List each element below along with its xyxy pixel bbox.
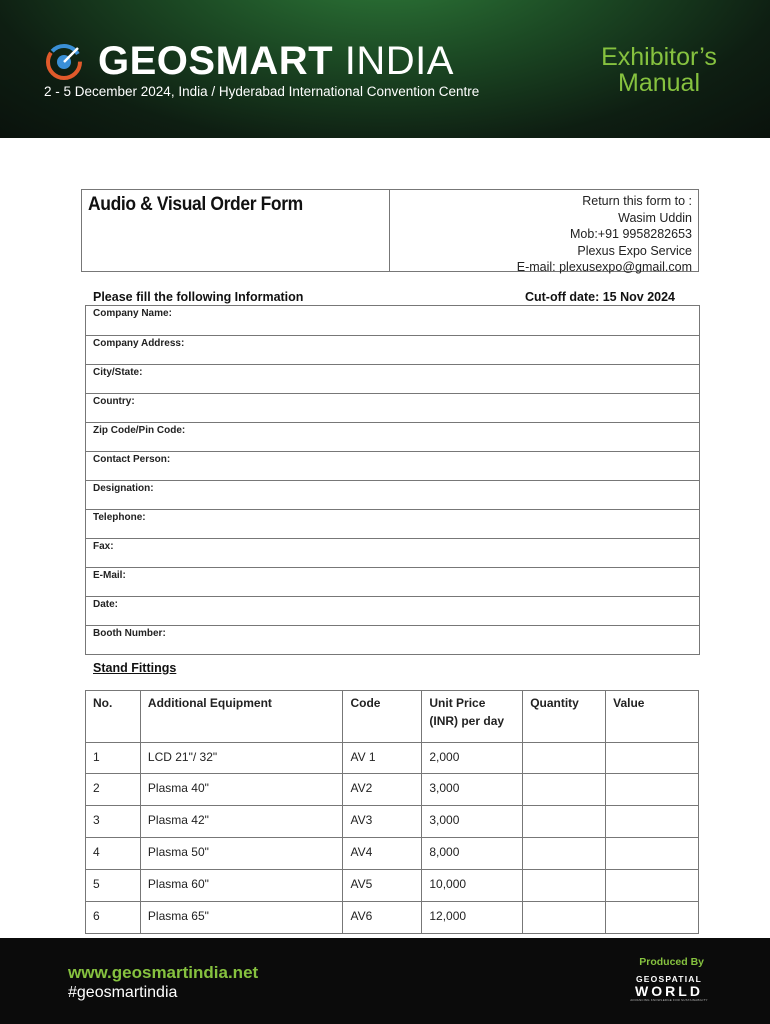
fill-info-heading: Please fill the following Information	[93, 290, 304, 304]
field-company-address[interactable]: Company Address:	[86, 335, 699, 364]
field-country[interactable]: Country:	[86, 393, 699, 422]
geospatial-world-logo	[630, 974, 708, 1002]
row-value[interactable]	[606, 870, 699, 902]
form-title-cell	[82, 190, 390, 271]
brand-name	[98, 38, 454, 84]
row-no: 1	[86, 743, 141, 774]
row-code: AV2	[343, 774, 422, 806]
stand-fittings-heading: Stand Fittings	[93, 661, 177, 675]
return-line: Return this form to :	[582, 194, 692, 208]
return-line: E-mail: plexusexpo@gmail.com	[516, 260, 692, 274]
row-code: AV5	[343, 870, 422, 902]
field-telephone[interactable]: Telephone:	[86, 509, 699, 538]
form-title: Audio & Visual Order Form	[88, 194, 303, 215]
col-equipment: Additional Equipment	[140, 691, 343, 743]
row-price: 3,000	[422, 806, 523, 838]
gw-line-1: GEOSPATIAL	[636, 974, 702, 984]
field-email[interactable]: E-Mail:	[86, 567, 699, 596]
form-title-box	[81, 189, 699, 272]
row-quantity[interactable]	[523, 838, 606, 870]
brand-bold: GEOSMART	[98, 39, 334, 83]
row-no: 6	[86, 902, 141, 934]
row-code: AV4	[343, 838, 422, 870]
manual-line-1: Exhibitor’s	[601, 43, 717, 71]
table-row	[86, 806, 699, 838]
row-code: AV 1	[343, 743, 422, 774]
row-quantity[interactable]	[523, 870, 606, 902]
row-price: 3,000	[422, 774, 523, 806]
col-value: Value	[606, 691, 699, 743]
field-company-name[interactable]: Company Name:	[93, 308, 172, 319]
table-row	[86, 774, 699, 806]
row-quantity[interactable]	[523, 774, 606, 806]
geosmart-logo-icon	[44, 42, 84, 82]
field-booth-number[interactable]: Booth Number:	[86, 625, 699, 654]
row-value[interactable]	[606, 838, 699, 870]
row-item: Plasma 60"	[140, 870, 343, 902]
row-item: Plasma 42"	[140, 806, 343, 838]
website-link[interactable]: www.geosmartindia.net	[68, 963, 259, 982]
page-header	[0, 0, 770, 138]
event-details: 2 - 5 December 2024, India / Hyderabad International Convention Centre	[44, 84, 480, 99]
gw-tagline: ADVANCING KNOWLEDGE FOR SUSTAINABILITY	[630, 998, 708, 1002]
row-no: 5	[86, 870, 141, 902]
equipment-table	[85, 690, 699, 934]
cutoff-date: Cut-off date: 15 Nov 2024	[524, 290, 675, 304]
info-fields	[85, 305, 700, 655]
table-row	[86, 838, 699, 870]
row-no: 2	[86, 774, 141, 806]
row-value[interactable]	[606, 902, 699, 934]
field-date[interactable]: Date:	[86, 596, 699, 625]
table-row	[86, 902, 699, 934]
return-line: Plexus Expo Service	[577, 243, 692, 258]
row-value[interactable]	[606, 806, 699, 838]
table-header-row	[86, 691, 699, 743]
row-price: 2,000	[422, 743, 523, 774]
row-item: Plasma 50"	[140, 838, 343, 870]
field-city-state[interactable]: City/State:	[86, 364, 699, 393]
row-price: 12,000	[422, 902, 523, 934]
col-quantity: Quantity	[523, 691, 606, 743]
row-quantity[interactable]	[523, 743, 606, 774]
return-address	[390, 190, 698, 274]
table-row	[86, 870, 699, 902]
page-footer	[0, 938, 770, 1024]
row-item: LCD 21"/ 32"	[140, 743, 343, 774]
row-code: AV6	[343, 902, 422, 934]
manual-title	[594, 44, 724, 96]
col-no: No.	[86, 691, 141, 743]
field-contact-person[interactable]: Contact Person:	[86, 451, 699, 480]
col-unit-price: Unit Price (INR) per day	[422, 691, 523, 743]
row-price: 8,000	[422, 838, 523, 870]
return-line: Mob:+91 9958282653	[570, 227, 692, 241]
hashtag: #geosmartindia	[68, 984, 178, 1001]
row-quantity[interactable]	[523, 806, 606, 838]
col-code: Code	[343, 691, 422, 743]
row-quantity[interactable]	[523, 902, 606, 934]
row-value[interactable]	[606, 774, 699, 806]
gw-line-2: WORLD	[635, 983, 703, 999]
field-designation[interactable]: Designation:	[86, 480, 699, 509]
row-code: AV3	[343, 806, 422, 838]
return-line: Wasim Uddin	[618, 210, 692, 225]
brand-light: INDIA	[344, 39, 454, 83]
field-zip-code[interactable]: Zip Code/Pin Code:	[86, 422, 699, 451]
table-row	[86, 743, 699, 774]
row-value[interactable]	[606, 743, 699, 774]
row-no: 4	[86, 838, 141, 870]
row-item: Plasma 65"	[140, 902, 343, 934]
row-price: 10,000	[422, 870, 523, 902]
field-fax[interactable]: Fax:	[86, 538, 699, 567]
row-item: Plasma 40"	[140, 774, 343, 806]
manual-line-2: Manual	[618, 69, 700, 97]
row-no: 3	[86, 806, 141, 838]
produced-by-label: Produced By	[639, 956, 704, 968]
